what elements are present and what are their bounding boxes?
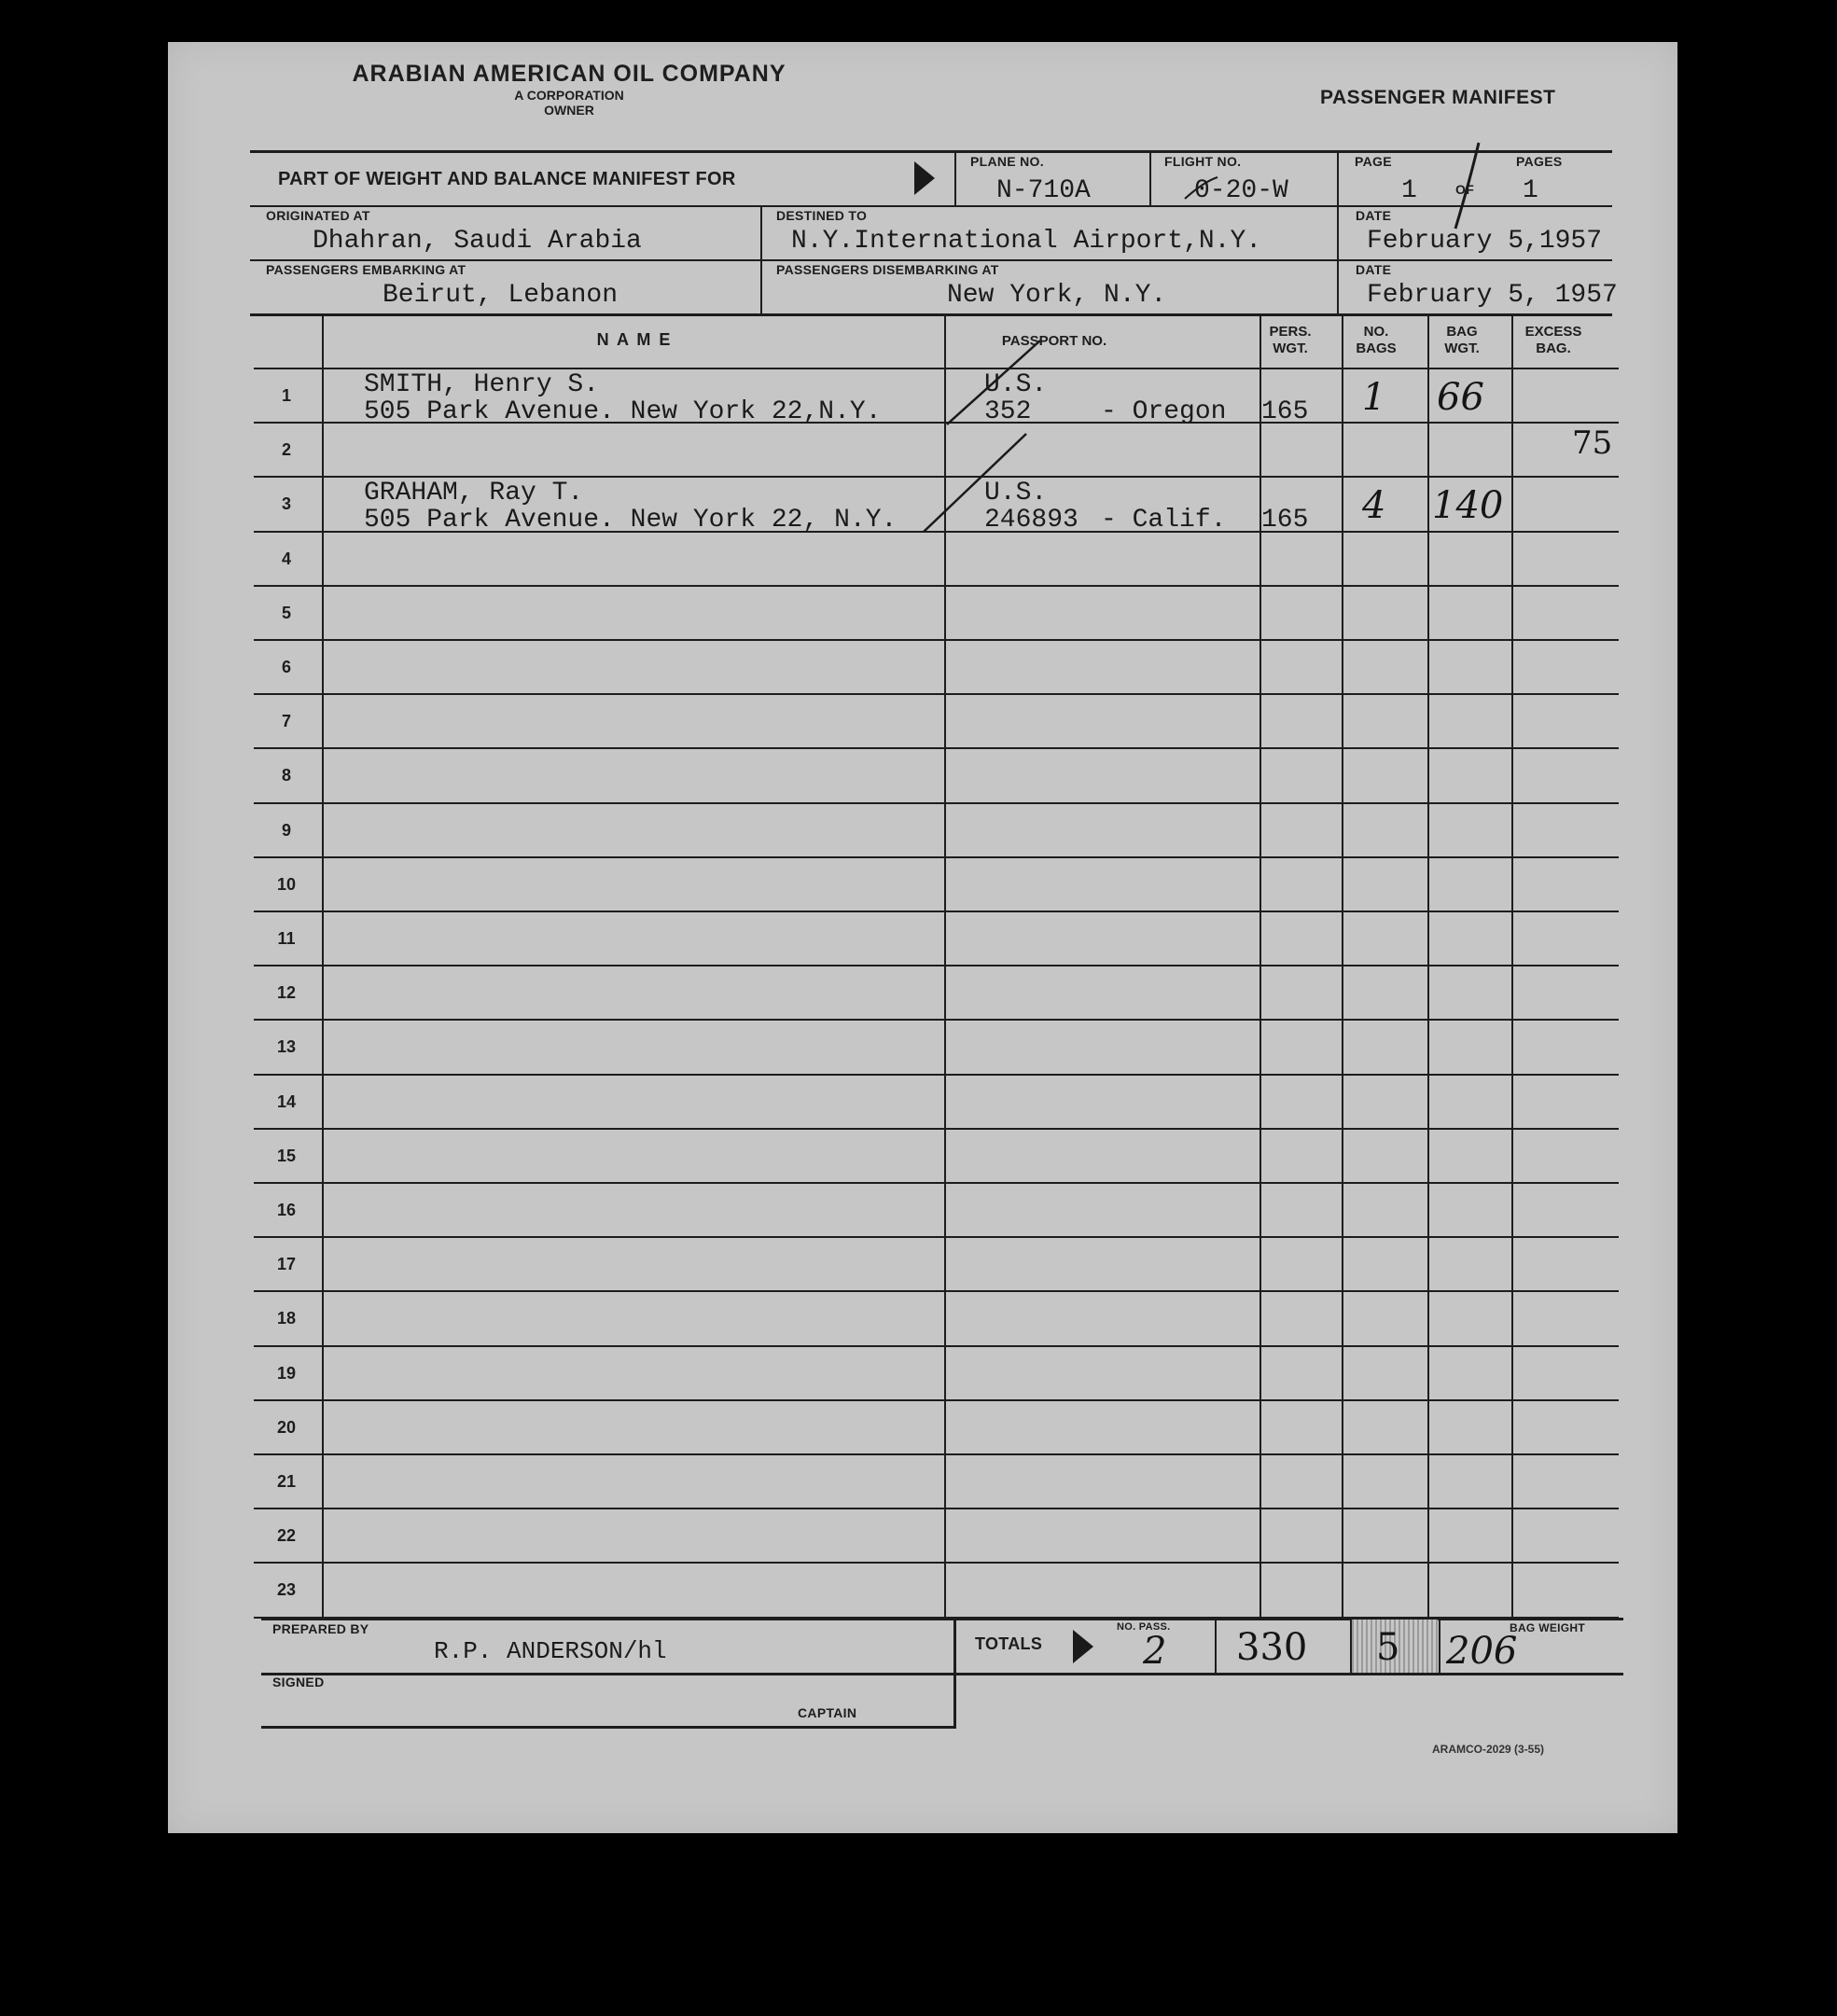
company-name: ARABIAN AMERICAN OIL COMPANY bbox=[352, 61, 786, 87]
plane-no-label: PLANE NO. bbox=[970, 154, 1044, 169]
p2-passport: 246893 bbox=[984, 506, 1079, 535]
signed-label: SIGNED bbox=[272, 1675, 325, 1689]
row-number: 13 bbox=[276, 1037, 297, 1056]
bags-total: 5 bbox=[1376, 1626, 1400, 1669]
row-number: 18 bbox=[276, 1309, 297, 1328]
p1-pers-wgt: 165 bbox=[1261, 397, 1309, 426]
p2-name: GRAHAM, Ray T. bbox=[364, 479, 584, 507]
disembarking-label: PASSENGERS DISEMBARKING AT bbox=[776, 262, 999, 277]
document-title: PASSENGER MANIFEST bbox=[1320, 87, 1556, 108]
page-value: 1 bbox=[1401, 176, 1417, 205]
pages-label: PAGES bbox=[1516, 154, 1563, 169]
p2-passport-country: U.S. bbox=[984, 479, 1048, 507]
row-number: 10 bbox=[276, 875, 297, 894]
row-number: 22 bbox=[276, 1526, 297, 1545]
p1-name: SMITH, Henry S. bbox=[364, 370, 600, 399]
row-number: 14 bbox=[276, 1092, 297, 1111]
date2-value: February 5, 1957 bbox=[1367, 281, 1618, 310]
of-label: OF bbox=[1455, 182, 1475, 197]
row-number: 16 bbox=[276, 1201, 297, 1219]
row-number: 6 bbox=[281, 658, 291, 676]
row-number: 11 bbox=[277, 929, 296, 948]
flight-no-value: 0-20-W bbox=[1194, 176, 1288, 205]
pen-marks bbox=[168, 42, 1677, 1833]
row-number: 8 bbox=[281, 766, 291, 785]
date1-label: DATE bbox=[1356, 208, 1392, 223]
p1-bag-wgt: 66 bbox=[1437, 376, 1484, 419]
col-name-header: N A M E bbox=[596, 330, 673, 349]
p1-excess: 75 bbox=[1572, 424, 1613, 462]
row-number: 12 bbox=[276, 983, 297, 1002]
embarking-label: PASSENGERS EMBARKING AT bbox=[266, 262, 466, 277]
row-number: 4 bbox=[281, 549, 291, 568]
footer-rule-bottom bbox=[261, 1726, 956, 1729]
col-bag-wgt-header: BAG WGT. bbox=[1444, 324, 1480, 356]
no-pass-label: NO. PASS. bbox=[1117, 1621, 1171, 1633]
row-number: 5 bbox=[281, 604, 291, 622]
p1-passport-state: - Oregon bbox=[1101, 397, 1227, 426]
originated-label: ORIGINATED AT bbox=[266, 208, 370, 223]
row-number: 15 bbox=[276, 1147, 297, 1165]
prepared-label: PREPARED BY bbox=[272, 1621, 369, 1636]
no-pass-total: 2 bbox=[1143, 1630, 1167, 1673]
bag-weight-total: 206 bbox=[1446, 1630, 1518, 1673]
embarking-value: Beirut, Lebanon bbox=[383, 281, 619, 310]
row-number: 17 bbox=[276, 1255, 297, 1273]
p2-no-bags: 4 bbox=[1362, 484, 1386, 527]
p2-address: 505 Park Avenue. New York 22, N.Y. bbox=[364, 506, 898, 535]
row-number: 19 bbox=[276, 1364, 297, 1383]
date1-value: February 5,1957 bbox=[1367, 227, 1603, 256]
footer-vrule bbox=[953, 1618, 956, 1728]
p2-passport-state: - Calif. bbox=[1101, 506, 1227, 535]
bag-weight-label: BAG WEIGHT bbox=[1510, 1621, 1585, 1634]
footer-vrule-4 bbox=[1439, 1618, 1440, 1674]
pers-weight-total: 330 bbox=[1236, 1626, 1308, 1669]
p1-passport: 352 bbox=[984, 397, 1032, 426]
destined-label: DESTINED TO bbox=[776, 208, 868, 223]
originated-value: Dhahran, Saudi Arabia bbox=[313, 227, 642, 256]
row-number: 7 bbox=[281, 712, 291, 730]
totals-label: TOTALS bbox=[975, 1634, 1043, 1653]
pages-value: 1 bbox=[1523, 176, 1538, 205]
totals-arrow-icon bbox=[1073, 1630, 1093, 1663]
flight-no-label: FLIGHT NO. bbox=[1164, 154, 1242, 169]
col-passport-header: PASSPORT NO. bbox=[1001, 333, 1107, 349]
p1-address: 505 Park Avenue. New York 22,N.Y. bbox=[364, 397, 882, 426]
col-no-bags-header: NO. BAGS bbox=[1356, 324, 1397, 356]
form-number: ARAMCO-2029 (3-55) bbox=[1432, 1743, 1545, 1756]
page-label: PAGE bbox=[1355, 154, 1392, 169]
row-number: 23 bbox=[276, 1580, 297, 1599]
destined-value: N.Y.International Airport,N.Y. bbox=[791, 227, 1262, 256]
disembarking-value: New York, N.Y. bbox=[947, 281, 1167, 310]
footer-rule-mid bbox=[261, 1673, 1623, 1675]
footer-vrule-2 bbox=[1215, 1618, 1217, 1674]
row-number: 20 bbox=[276, 1418, 297, 1437]
row-number: 21 bbox=[276, 1472, 297, 1491]
row-number: 2 bbox=[281, 440, 291, 459]
owner-label: OWNER bbox=[544, 103, 594, 118]
prepared-value: R.P. ANDERSON/hl bbox=[434, 1637, 667, 1665]
corporation-label: A CORPORATION bbox=[514, 88, 624, 103]
row-number: 9 bbox=[281, 821, 291, 840]
plane-no-value: N-710A bbox=[996, 176, 1091, 205]
row-number: 1 bbox=[281, 386, 291, 405]
p2-bag-wgt: 140 bbox=[1432, 484, 1504, 527]
part-of-label: PART OF WEIGHT AND BALANCE MANIFEST FOR bbox=[278, 169, 736, 189]
p1-passport-country: U.S. bbox=[984, 370, 1048, 399]
col-pers-wgt-header: PERS. WGT. bbox=[1269, 324, 1312, 356]
manifest-paper bbox=[168, 42, 1677, 1833]
p1-no-bags: 1 bbox=[1362, 376, 1386, 419]
captain-label: CAPTAIN bbox=[798, 1705, 857, 1720]
p2-pers-wgt: 165 bbox=[1261, 506, 1309, 535]
row-number: 3 bbox=[281, 494, 291, 513]
col-excess-header: EXCESS BAG. bbox=[1524, 324, 1582, 356]
date2-label: DATE bbox=[1356, 262, 1392, 277]
